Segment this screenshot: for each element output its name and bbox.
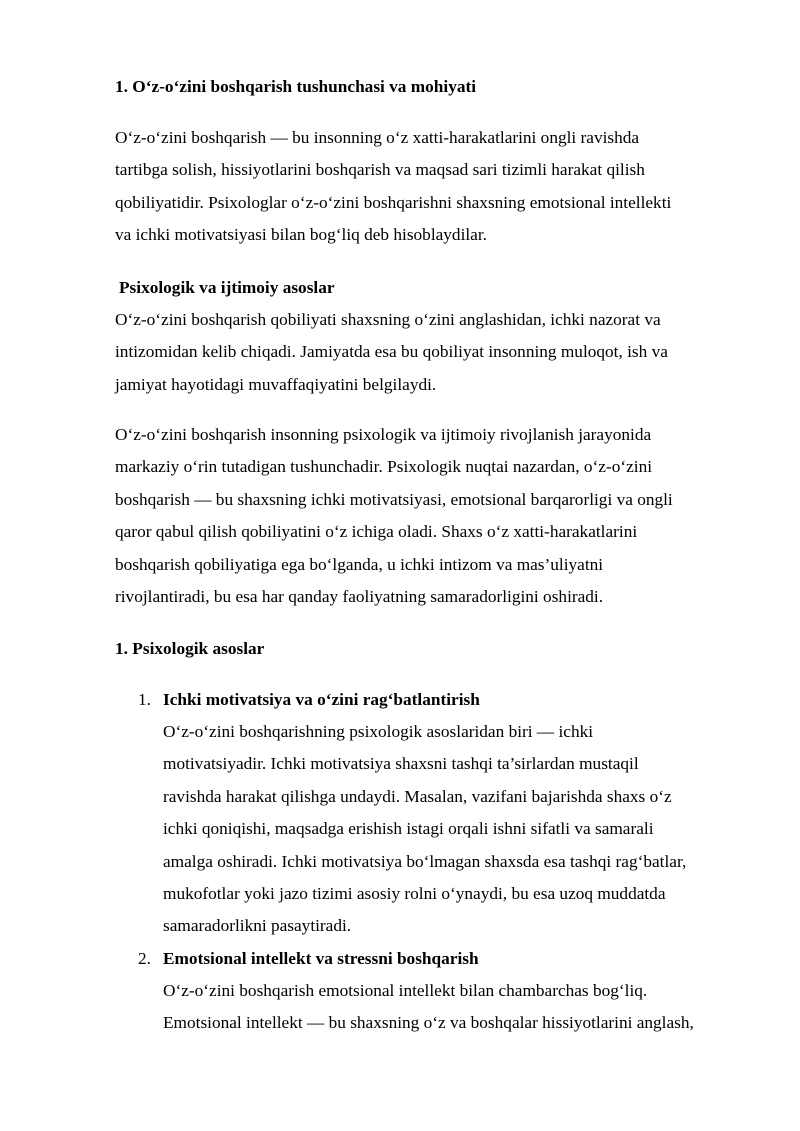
paragraph-line: O‘z-o‘zini boshqarish qobiliyati shaxsning o‘zini anglashidan, ichki nazorat va xyxy=(115,310,661,329)
paragraph-line: ravishda harakat qilishga undaydi. Masalan, vazifani bajarishda shaxs o‘z xyxy=(163,786,672,806)
paragraph-line: qaror qabul qilish qobiliyatini o‘z ichiga oladi. Shaxs o‘z xatti-harakatlarini xyxy=(115,522,638,542)
section-heading: 1. O‘z-o‘zini boshqarish tushunchasi va mohiyati xyxy=(115,77,477,96)
paragraph-line: boshqarish — bu shaxsning ichki motivatsiyasi, emotsional barqarorligi va ongli xyxy=(115,489,673,509)
list-item-title: Emotsional intellekt va stressni boshqarish xyxy=(163,949,479,968)
paragraph-line: rivojlantiradi, bu esa har qanday faoliyatning samaradorligini oshiradi. xyxy=(115,587,604,607)
list-item-body xyxy=(163,975,694,1040)
body-paragraph xyxy=(115,419,673,613)
list-number: 1. xyxy=(138,690,151,709)
subsection-paragraph xyxy=(115,304,668,401)
paragraph-line: tartibga solish, hissiyotlarini boshqarish va maqsad sari tizimli harakat qilish xyxy=(115,160,645,180)
paragraph-line: Emotsional intellekt — bu shaxsning o‘z va boshqalar hissiyotlarini anglash, xyxy=(163,1013,694,1033)
paragraph-line: O‘z-o‘zini boshqarish — bu insonning o‘z xatti-harakatlarini ongli ravishda xyxy=(115,128,640,147)
section-heading: 1. Psixologik asoslar xyxy=(115,639,265,658)
paragraph-line: jamiyat hayotidagi muvaffaqiyatini belgilaydi. xyxy=(115,374,437,394)
paragraph-line: samaradorlikni pasaytiradi. xyxy=(163,916,352,936)
paragraph-line: qobiliyatidir. Psixologlar o‘z-o‘zini boshqarishni shaxsning emotsional intellekti xyxy=(115,192,672,212)
paragraph-line: amalga oshiradi. Ichki motivatsiya bo‘lmagan shaxsda esa tashqi rag‘batlar, xyxy=(163,851,687,871)
list-item-title: Ichki motivatsiya va o‘zini rag‘batlantirish xyxy=(163,690,480,709)
paragraph-line: markaziy o‘rin tutadigan tushunchadir. Psixologik nuqtai nazardan, o‘z-o‘zini xyxy=(115,457,653,477)
intro-paragraph xyxy=(115,122,671,252)
paragraph-line: va ichki motivatsiyasi bilan bog‘liq deb hisoblaydilar. xyxy=(115,225,487,245)
paragraph-line: O‘z-o‘zini boshqarish insonning psixologik va ijtimoiy rivojlanish jarayonida xyxy=(115,425,652,444)
subsection-heading: Psixologik va ijtimoiy asoslar xyxy=(119,278,335,297)
list-number: 2. xyxy=(138,949,151,968)
paragraph-line: ichki qoniqishi, maqsadga erishish istagi orqali ishni sifatli va samarali xyxy=(163,819,654,839)
paragraph-line: boshqarish qobiliyatiga ega bo‘lganda, u ichki intizom va mas’uliyatni xyxy=(115,554,604,574)
paragraph-line: intizomidan kelib chiqadi. Jamiyatda esa bu qobiliyat insonning muloqot, ish va xyxy=(115,342,668,362)
list-item-body xyxy=(163,716,686,943)
paragraph-line: O‘z-o‘zini boshqarishning psixologik asoslaridan biri — ichki xyxy=(163,722,594,741)
paragraph-line: O‘z-o‘zini boshqarish emotsional intellekt bilan chambarchas bog‘liq. xyxy=(163,981,648,1000)
paragraph-line: mukofotlar yoki jazo tizimi asosiy rolni o‘ynaydi, bu esa uzoq muddatda xyxy=(163,884,666,904)
paragraph-line: motivatsiyadir. Ichki motivatsiya shaxsni tashqi ta’sirlardan mustaqil xyxy=(163,754,639,774)
